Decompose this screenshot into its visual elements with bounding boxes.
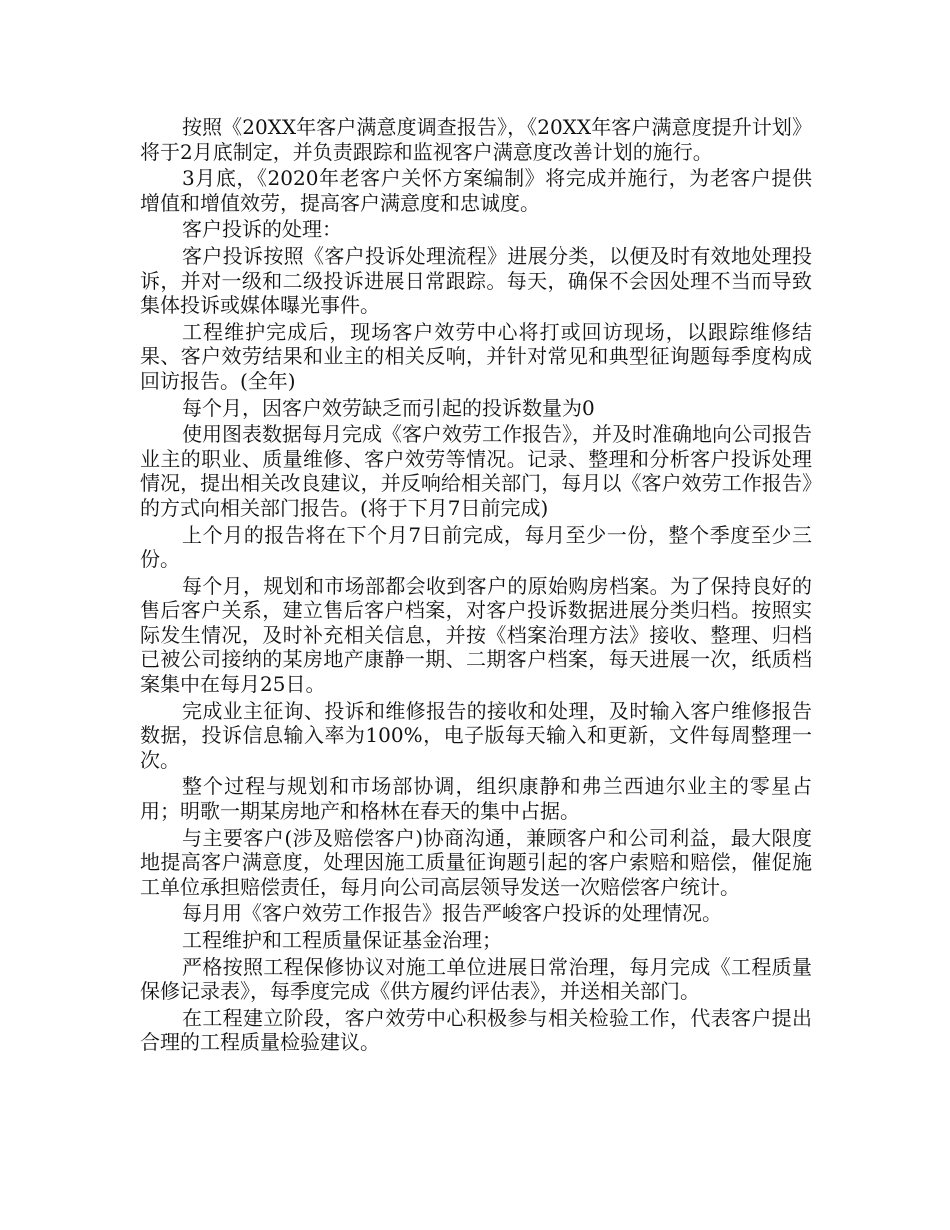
paragraph-8: 上个月的报告将在下个月7日前完成，每月至少一份，整个季度至少三份。 [140,522,812,572]
paragraph-4: 客户投诉按照《客户投诉处理流程》进展分类，以便及时有效地处理投诉，并对一级和二级投诉进展日常跟踪。每天，确保不会因处理不当而导致集体投诉或媒体曝光事件。 [140,243,812,318]
paragraph-7: 使用图表数据每月完成《客户效劳工作报告》，并及时准确地向公司报告业主的职业、质量维修、客户效劳等情况。记录、整理和分析客户投诉处理情况，提出相关改良建议，并反响给相关部门，每月以《客户效劳工作报告》的方式向相关部门报告。(将于下月7日前完成) [140,422,812,520]
paragraph-1: 按照《20XX年客户满意度调查报告》，《20XX年客户满意度提升计划》将于2月底制定，并负责跟踪和监视客户满意度改善计划的施行。 [140,115,812,164]
paragraph-11: 整个过程与规划和市场部协调，组织康静和弗兰西迪尔业主的零星占用；明歌一期某房地产和格林在春天的集中占据。 [140,774,812,824]
paragraph-16: 在工程建立阶段，客户效劳中心积极参与相关检验工作，代表客户提出合理的工程质量检验建议。 [140,1005,812,1055]
paragraph-3: 客户投诉的处理： [182,217,342,242]
paragraph-15: 严格按照工程保修协议对施工单位进展日常治理，每月完成《工程质量保修记录表》，每季度完成《供方履约评估表》，并送相关部门。 [140,954,812,1004]
paragraph-5: 工程维护完成后，现场客户效劳中心将打或回访现场，以跟踪维修结果、客户效劳结果和业主的相关反响，并针对常见和典型征询题每季度构成回访报告。(全年) [140,319,812,393]
paragraph-14: 工程维护和工程质量保证基金治理； [182,928,502,952]
paragraph-9: 每个月，规划和市场部都会收到客户的原始购房档案。为了保持良好的售后客户关系，建立售后客户档案，对客户投诉数据进展分类归档。按照实际发生情况，及时补充相关信息，并按《档案治理方法》接收、整理、归档已被公司接纳的某房地产康静一期、二期客户档案，每天进展一次，纸质档案集中在每月25日。 [140,573,812,697]
paragraph-12: 与主要客户(涉及赔偿客户)协商沟通，兼顾客户和公司利益，最大限度地提高客户满意度，处理因施工质量征询题引起的客户索赔和赔偿，催促施工单位承担赔偿责任，每月向公司高层领导发送一次赔偿客户统计。 [140,825,812,899]
paragraph-13: 每月用《客户效劳工作报告》报告严峻客户投诉的处理情况。 [182,901,722,926]
document-page [140,115,812,1057]
paragraph-6: 每个月，因客户效劳缺乏而引起的投诉数量为0 [182,395,595,420]
paragraph-10: 完成业主征询、投诉和维修报告的接收和处理，及时输入客户维修报告数据，投诉信息输入率为100%，电子版每天输入和更新，文件每周整理一次。 [140,698,812,772]
paragraph-2: 3月底，《2020年老客户关怀方案编制》将完成并施行，为老客户提供增值和增值效劳，提高客户满意度和忠诚度。 [140,166,812,215]
